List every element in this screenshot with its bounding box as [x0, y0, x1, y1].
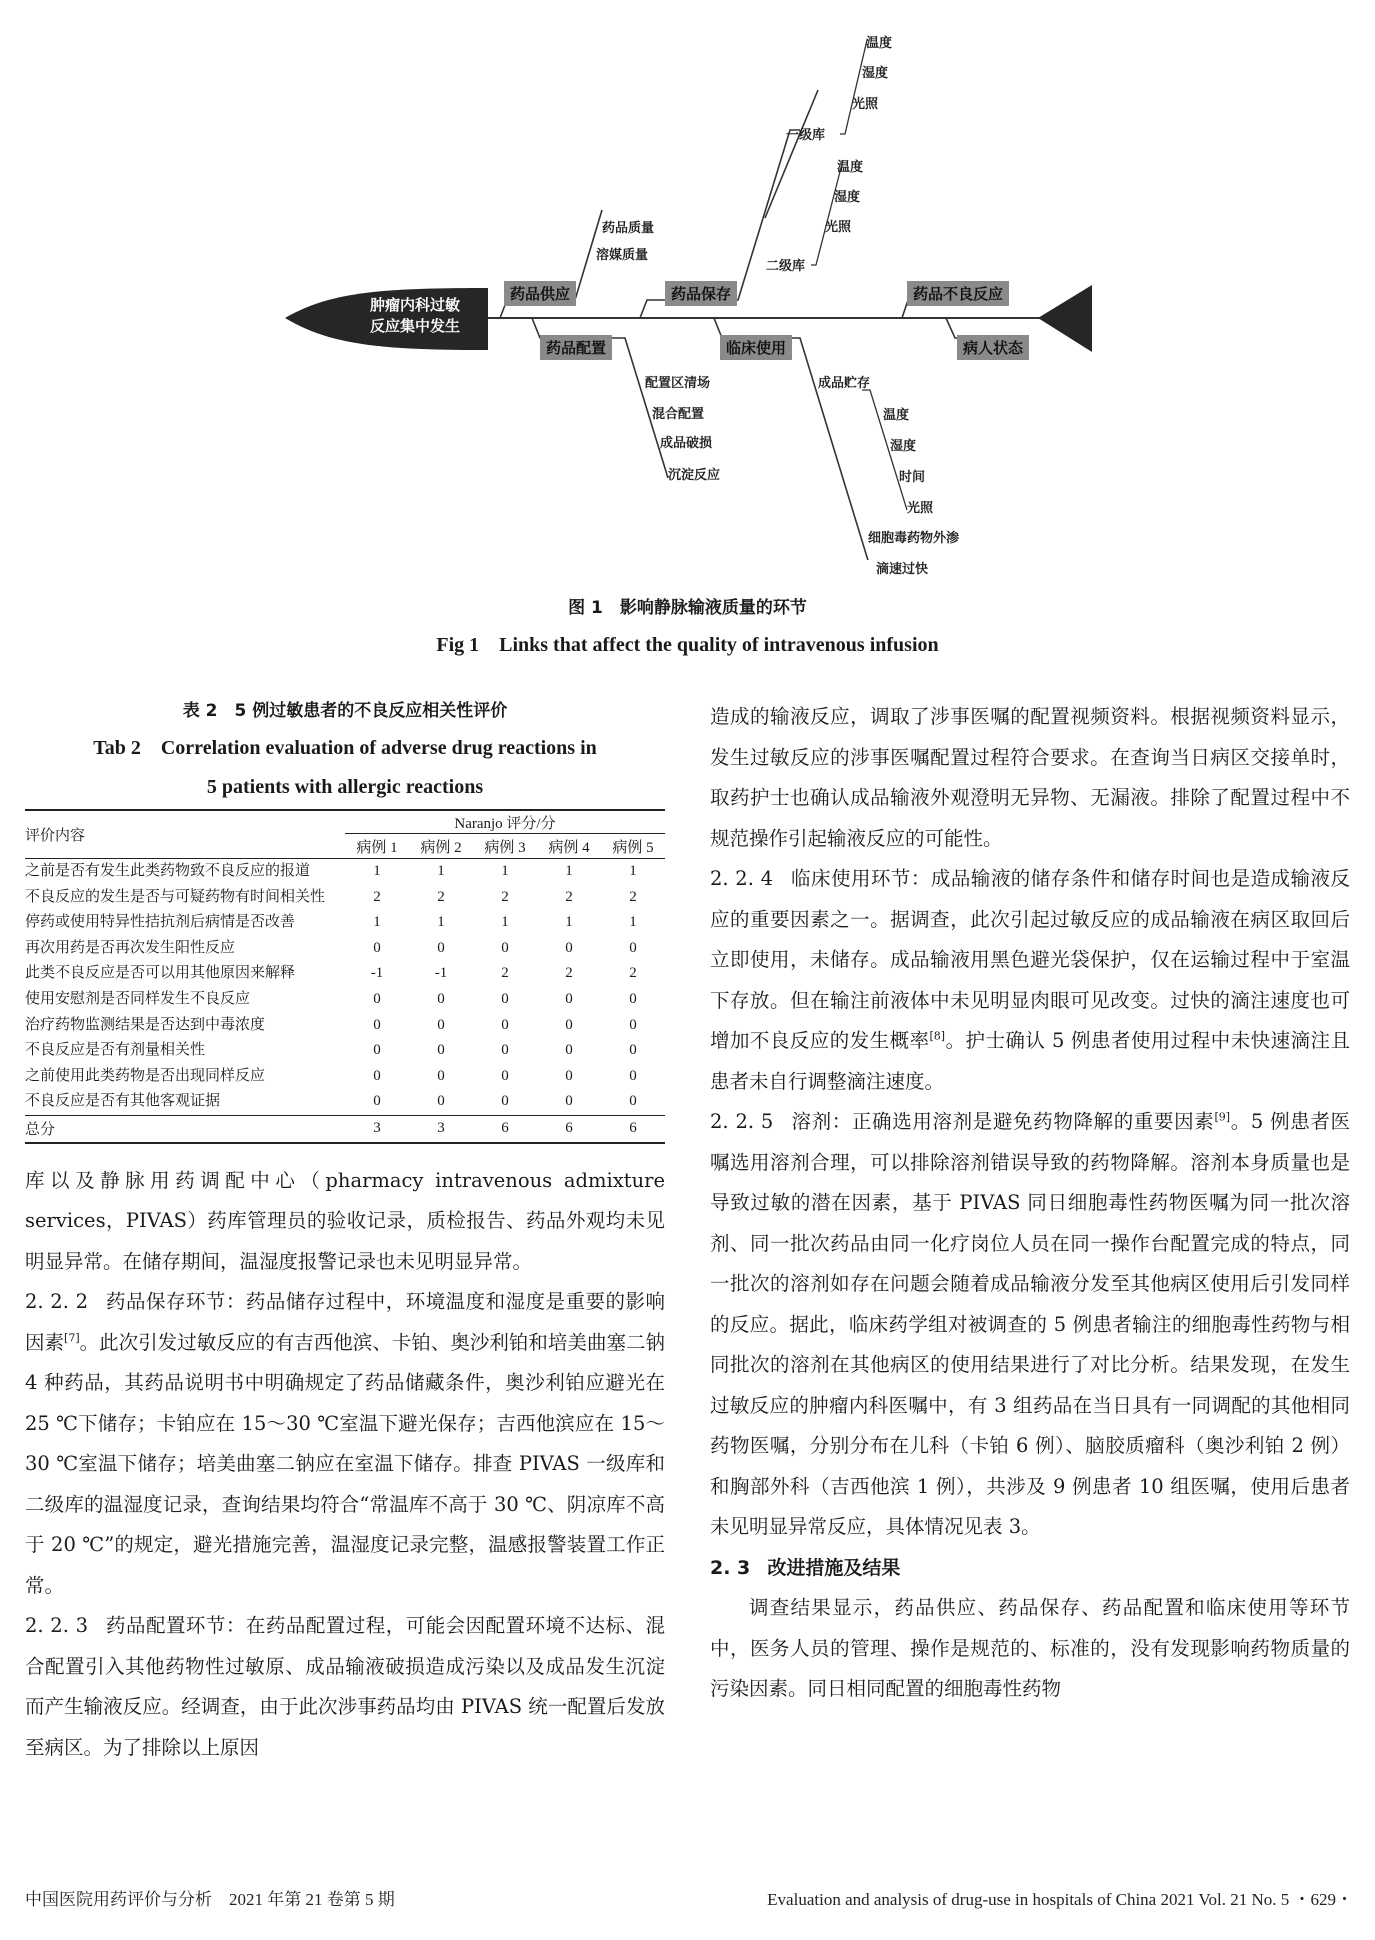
table-total-row: [25, 1115, 665, 1143]
clinical-storage-item: 湿度: [890, 439, 917, 454]
row-value: 0: [565, 990, 573, 1007]
col-header-case: 病例 4: [537, 834, 601, 859]
row-value: 1: [565, 863, 573, 879]
row-value: 0: [373, 1042, 381, 1059]
row-value: 0: [501, 939, 509, 956]
citation-ref: [8]: [929, 1029, 946, 1043]
table-row: [25, 1038, 665, 1064]
figure-caption-cn: 图 1 影响静脉输液质量的环节: [568, 598, 807, 618]
row-item: 不良反应的发生是否与可疑药物有时间相关性: [25, 888, 326, 905]
row-value: 0: [565, 1016, 573, 1033]
clinical-item: 细胞毒药物外渗: [868, 531, 960, 546]
col-group-naranjo: Naranjo 评分/分: [345, 810, 665, 834]
storage-primary-label: 一级库: [786, 128, 826, 143]
row-item: 不良反应是否有剂量相关性: [25, 1042, 206, 1059]
row-value: 0: [373, 990, 381, 1007]
fishbone-tail: [1038, 285, 1092, 352]
fishbone-head-label: [360, 295, 470, 337]
left-column: [25, 693, 665, 1768]
total-label: 总分: [25, 1115, 345, 1143]
citation-ref: [7]: [64, 1331, 80, 1345]
row-value: 0: [373, 1093, 381, 1110]
row-item: 此类不良反应是否可以用其他原因来解释: [25, 965, 296, 982]
row-value: 1: [437, 914, 445, 931]
section-number: 2. 2. 5: [710, 1110, 774, 1133]
figure-caption-en: Fig 1 Links that affect the quality of intravenous infusion: [436, 634, 939, 656]
row-value: 2: [373, 888, 381, 905]
total-value: 3: [345, 1115, 409, 1143]
section-text: 溶剂：正确选用溶剂是避免药物降解的重要因素: [790, 1110, 1215, 1133]
branch-secondary-items: [811, 160, 843, 265]
section-heading-2-3: [710, 1548, 1350, 1589]
section-2-2-4: [710, 859, 1350, 1102]
row-value: 0: [501, 1067, 509, 1084]
section-text: 。5 例患者医嘱选用溶剂合理，可以排除溶剂错误导致的药物降解。溶剂本身质量也是导致过敏的潜在因素，基于 PIVAS 同日细胞毒性药物医嘱为同一批次溶剂、同一批次药品由同一化疗岗位人员在同一操作台配置完成的特点，同一批次的溶剂如存在问题会随着成品输液分发至其他病区使用后引发同样的反应。据此，临床药学组对被调查的 5 例患者输注的细胞毒性药物与相同批次的溶剂在其他病区的使用结果进行了对比分析。结果发现，在发生过敏反应的肿瘤内科医嘱中，有 3 组药品在当日具有一同调配的其他相同药物医嘱，分别分布在儿科（卡铂 6 例）、脑胶质瘤科（奥沙利铂 2 例）和胸部外科（吉西他滨 1 例），共涉及 9 例患者 10 组医嘱，使用后患者未见明显异常反应，具体情况见表 3。: [710, 1110, 1350, 1538]
row-value: 0: [629, 1042, 637, 1059]
paragraph-improvement: 调查结果显示，药品供应、药品保存、药品配置和临床使用等环节中，医务人员的管理、操作是规范的、标准的，没有发现影响药物质量的污染因素。同日相同配置的细胞毒性药物: [710, 1596, 1350, 1700]
row-value: 0: [565, 1093, 573, 1110]
section-2-2-3: [25, 1606, 665, 1768]
total-value: 6: [537, 1115, 601, 1143]
table-row: [25, 910, 665, 936]
row-item: 治疗药物监测结果是否达到中毒浓度: [25, 1016, 266, 1033]
table-title-cn: 表 2 5 例过敏患者的不良反应相关性评价: [182, 701, 508, 721]
col-header-case: 病例 2: [409, 834, 473, 859]
category-supply: 药品供应: [504, 281, 576, 306]
row-value: 0: [437, 1016, 445, 1033]
table-row: [25, 1064, 665, 1090]
row-value: -1: [370, 965, 384, 982]
paragraph-pivas: 库以及静脉用药调配中心（pharmacy intravenous admixture services，PIVAS）药库管理员的验收记录，质检报告、药品外观均未见明显异常。在储存期间，温湿度报警记录也未见明显异常。: [25, 1168, 665, 1273]
row-value: 0: [629, 939, 637, 956]
table-title-en-line2: 5 patients with allergic reactions: [206, 776, 484, 798]
row-value: 0: [629, 990, 637, 1007]
compounding-item: 成品破损: [660, 436, 713, 451]
row-value: 1: [437, 863, 445, 879]
table-row: [25, 859, 665, 885]
head-label-line2: 反应集中发生: [369, 317, 460, 335]
row-value: 0: [437, 1093, 445, 1110]
row-value: 2: [437, 888, 445, 905]
total-value: 6: [473, 1115, 537, 1143]
total-value: 3: [409, 1115, 473, 1143]
clinical-item: 滴速过快: [876, 562, 929, 577]
section-number: 2. 2. 2: [25, 1290, 88, 1314]
row-item: 之前是否有发生此类药物致不良反应的报道: [25, 863, 311, 879]
citation-ref: [9]: [1214, 1110, 1231, 1124]
row-value: 0: [501, 990, 509, 1007]
table-row: [25, 961, 665, 987]
section-title: 改进措施及结果: [767, 1556, 901, 1579]
compounding-item: 配置区清场: [645, 376, 711, 391]
clinical-storage-item: 光照: [907, 501, 934, 516]
row-value: 0: [437, 1042, 445, 1059]
section-text: 药品配置环节：在药品配置过程，可能会因配置环境不达标、混合配置引入其他药物性过敏原、成品输液破损造成污染以及成品发生沉淀而产生输液反应。经调查，由于此次涉事药品均由 PIVAS 统一配置后发放至病区。为了排除以上原因: [25, 1614, 665, 1759]
col-header-case: 病例 5: [601, 834, 665, 859]
category-storage: 药品保存: [665, 281, 737, 306]
supply-item: 药品质量: [602, 221, 655, 236]
row-value: 0: [437, 990, 445, 1007]
row-value: 0: [501, 1093, 509, 1110]
primary-item: 光照: [852, 97, 879, 112]
row-value: 0: [565, 1042, 573, 1059]
branch-storage-primary: [765, 90, 818, 218]
row-value: 0: [373, 1016, 381, 1033]
row-value: 0: [373, 1067, 381, 1084]
row-value: 1: [373, 914, 381, 931]
fishbone-figure: [0, 0, 1375, 577]
compounding-item: 混合配置: [652, 407, 705, 422]
secondary-item: 温度: [837, 160, 864, 175]
row-value: 0: [629, 1093, 637, 1110]
storage-secondary-label: 二级库: [766, 259, 806, 274]
table-row: [25, 936, 665, 962]
row-value: 0: [437, 939, 445, 956]
primary-item: 温度: [866, 36, 893, 51]
row-value: 0: [629, 1016, 637, 1033]
clinical-storage-item: 时间: [899, 470, 926, 485]
head-label-line1: 肿瘤内科过敏: [369, 296, 460, 314]
row-item: 再次用药是否再次发生阳性反应: [25, 939, 236, 956]
row-value: 1: [501, 863, 509, 879]
row-value: 2: [629, 965, 637, 982]
section-number: 2. 3: [710, 1556, 751, 1579]
row-value: 1: [373, 863, 381, 879]
section-number: 2. 2. 3: [25, 1614, 88, 1638]
row-value: -1: [434, 965, 448, 982]
row-value: 2: [565, 888, 573, 905]
col-header-case: 病例 3: [473, 834, 537, 859]
col-header-case: 病例 1: [345, 834, 409, 859]
footer-journal-en: Evaluation and analysis of drug-use in hospitals of China 2021 Vol. 21 No. 5 ・629・: [767, 1890, 1353, 1909]
branch-primary-items: [840, 40, 867, 134]
naranjo-table: [25, 809, 665, 1144]
section-text: 临床使用环节：成品输液的储存条件和储存时间也是造成输液反应的重要因素之一。据调查，此次引起过敏反应的成品输液在病区取回后立即使用，未储存。成品输液用黑色避光袋保护，仅在运输过程中于室温下存放。但在输注前液体中未见明显肉眼可见改变。过快的滴注速度也可增加不良反应的发生概率: [710, 867, 1350, 1052]
table-row: [25, 1013, 665, 1039]
row-value: 1: [501, 914, 509, 931]
footer-journal-cn: 中国医院用药评价与分析 2021 年第 21 卷第 5 期: [25, 1890, 395, 1909]
clinical-storage-item: 温度: [883, 408, 910, 423]
table-title-en-line1: Tab 2 Correlation evaluation of adverse drug reactions in: [93, 737, 597, 759]
section-text: 。此次引发过敏反应的有吉西他滨、卡铂、奥沙利铂和培美曲塞二钠 4 种药品，其药品说明书中明确规定了药品储藏条件，奥沙利铂应避光在 25 ℃下储存；卡铂应在 15～30 ℃室温下避光保存；吉西他滨应在 15～30 ℃室温下储存；培美曲塞二钠应在室温下储存。排查 PIVAS 一级库和二级库的温湿度记录，查询结果均符合“常温库不高于 30 ℃、阴凉库不高于 20 ℃”的规定，避光措施完善，温湿度记录完整，温感报警装置工作正常。: [25, 1330, 665, 1597]
row-value: 0: [565, 1067, 573, 1084]
row-item: 使用安慰剂是否同样发生不良反应: [25, 990, 251, 1007]
compounding-item: 沉淀反应: [668, 468, 721, 483]
paragraph-video: 造成的输液反应，调取了涉事医嘱的配置视频资料。根据视频资料显示，发生过敏反应的涉事医嘱配置过程符合要求。在查询当日病区交接单时，取药护士也确认成品输液外观澄明无异物、无漏液。排除了配置过程中不规范操作引起输液反应的可能性。: [710, 705, 1350, 850]
clinical-storage-label: 成品贮存: [818, 376, 871, 391]
secondary-item: 湿度: [834, 190, 861, 205]
category-adverse: 药品不良反应: [907, 281, 1009, 306]
section-text: 。护士确认 5 例患者使用过程中未快速滴注且患者未自行调整滴注速度。: [710, 1029, 1350, 1093]
section-number: 2. 2. 4: [710, 867, 773, 890]
row-value: 0: [501, 1016, 509, 1033]
row-item: 停药或使用特异性拮抗剂后病情是否改善: [25, 914, 296, 931]
supply-item: 溶媒质量: [596, 248, 649, 263]
row-value: 0: [501, 1042, 509, 1059]
row-value: 0: [629, 1067, 637, 1084]
section-text: 药品保存环节：药品储存过程中，环境温度和湿度是重要的影响因素: [25, 1290, 665, 1354]
category-clinical: 临床使用: [720, 335, 792, 360]
row-value: 1: [629, 914, 637, 931]
total-value: 6: [601, 1115, 665, 1143]
row-value: 0: [565, 939, 573, 956]
row-value: 2: [501, 888, 509, 905]
row-value: 0: [437, 1067, 445, 1084]
secondary-item: 光照: [825, 220, 852, 235]
row-value: 1: [629, 863, 637, 879]
right-column: [710, 697, 1350, 1710]
row-value: 2: [629, 888, 637, 905]
row-value: 1: [565, 914, 573, 931]
row-value: 2: [501, 965, 509, 982]
section-2-2-2: [25, 1282, 665, 1606]
table-row: [25, 1089, 665, 1115]
category-patient: 病人状态: [957, 335, 1029, 360]
row-item: 不良反应是否有其他客观证据: [25, 1093, 221, 1110]
section-2-2-5: [710, 1102, 1350, 1548]
row-item: 之前使用此类药物是否出现同样反应: [25, 1067, 266, 1084]
table-row: [25, 987, 665, 1013]
row-value: 2: [565, 965, 573, 982]
primary-item: 湿度: [862, 66, 889, 81]
row-value: 0: [373, 939, 381, 956]
table-row: [25, 885, 665, 911]
category-compounding: 药品配置: [540, 335, 612, 360]
col-header-item: 评价内容: [25, 810, 345, 859]
